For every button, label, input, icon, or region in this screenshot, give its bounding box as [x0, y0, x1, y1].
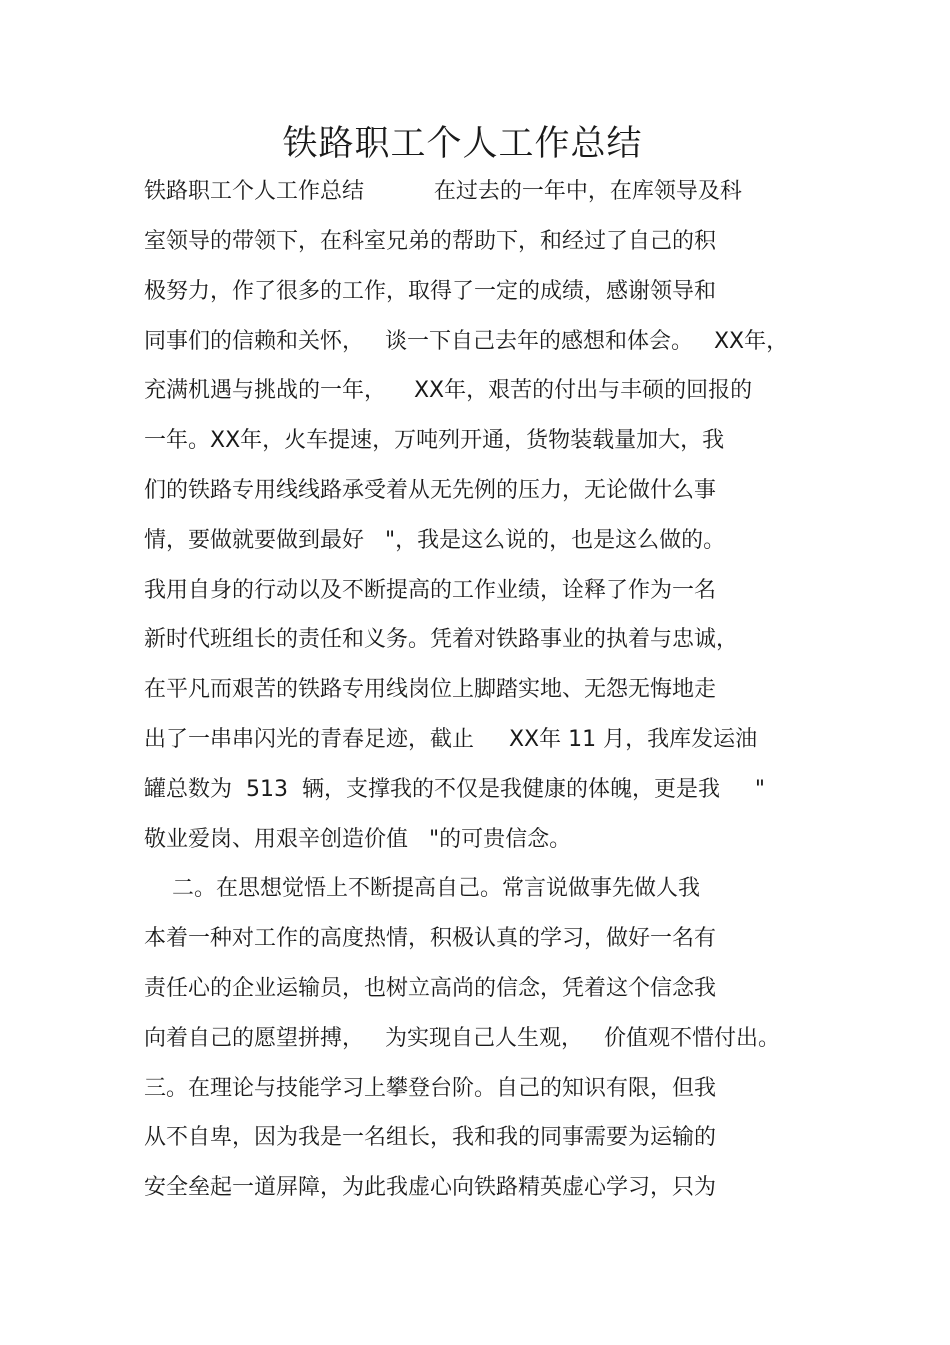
body-line: 在平凡而艰苦的铁路专用线岗位上脚踏实地、无怨无悔地走 [144, 677, 717, 702]
body-line: 情，要做就要做到最好 "，我是这么说的，也是这么做的。 [144, 528, 726, 553]
body-line: 充满机遇与挑战的一年， XX年，艰苦的付出与丰硕的回报的 [144, 378, 753, 403]
body-line: 从不自卑，因为我是一名组长，我和我的同事需要为运输的 [144, 1125, 717, 1150]
body-line: 极努力，作了很多的工作，取得了一定的成绩，感谢领导和 [144, 279, 717, 304]
body-line: 三。在理论与技能学习上攀登台阶。自己的知识有限，但我 [144, 1076, 717, 1101]
body-line: 室领导的带领下，在科室兄弟的帮助下，和经过了自己的积 [144, 229, 717, 254]
document-title: 铁路职工个人工作总结 [282, 124, 643, 164]
body-line: 一年。XX年，火车提速，万吨列开通，货物装载量加大，我 [144, 428, 725, 453]
body-line: 安全垒起一道屏障，为此我虚心向铁路精英虚心学习，只为 [144, 1175, 717, 1200]
body-line: 罐总数为 513 辆，支撑我的不仅是我健康的体魄，更是我 " [144, 777, 766, 802]
body-line: 本着一种对工作的高度热情，积极认真的学习，做好一名有 [144, 926, 717, 951]
body-line: 新时代班组长的责任和义务。凭着对铁路事业的执着与忠诚， [144, 627, 739, 652]
body-line: 二。在思想觉悟上不断提高自己。常言说做事先做人我 [144, 876, 700, 901]
body-line: 向着自己的愿望拼搏， 为实现自己人生观， 价值观不惜付出。 [144, 1026, 780, 1051]
body-line: 出了一串串闪光的青春足迹，截止 XX年 11 月，我库发运油 [144, 727, 758, 752]
body-line: 我用自身的行动以及不断提高的工作业绩，诠释了作为一名 [144, 578, 717, 603]
body-line: 责任心的企业运输员，也树立高尚的信念，凭着这个信念我 [144, 976, 717, 1001]
body-line: 同事们的信赖和关怀， 谈一下自己去年的感想和体会。 XX年， [144, 329, 789, 354]
body-line: 们的铁路专用线线路承受着从无先例的压力，无论做什么事 [144, 478, 717, 503]
body-line: 敬业爱岗、用艰辛创造价值 "的可贵信念。 [144, 827, 572, 852]
body-line: 铁路职工个人工作总结 在过去的一年中，在库领导及科 [144, 179, 742, 204]
